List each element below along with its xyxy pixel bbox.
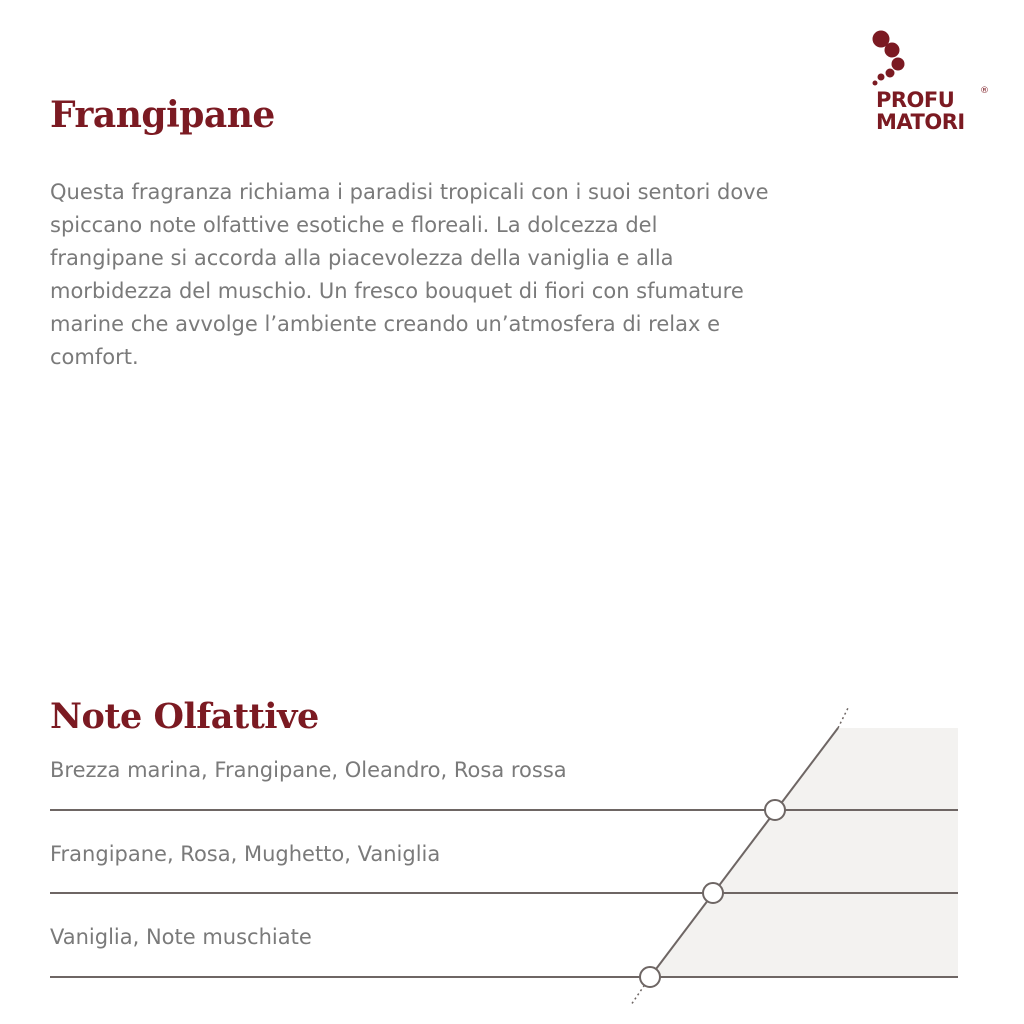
marker-heart xyxy=(703,883,723,903)
pyramid-panel xyxy=(650,728,958,977)
notes-section-title: Note Olfattive xyxy=(50,696,319,737)
base-notes-text: Vaniglia, Note muschiate xyxy=(50,925,312,949)
pyramid-diagonal-dotted-top xyxy=(838,708,848,728)
logo-text-line1: PROFU xyxy=(876,88,955,112)
registered-mark: ® xyxy=(980,86,989,96)
marker-base xyxy=(640,967,660,987)
logo-text-line2: MATORI xyxy=(876,110,965,134)
top-notes-text: Brezza marina, Frangipane, Oleandro, Rosa rossa xyxy=(50,758,567,782)
product-description: Questa fragranza richiama i paradisi tropicali con i suoi sentori dove spiccano note olfattive esotiche e floreali. La dolcezza del frangipane si accorda alla piacevolezza della vaniglia e alla morbidezza del muschio. Un fresco bouquet di fiori con sfumature marine che avvolge l’ambiente creando un’atmosfera di relax e comfort. xyxy=(50,180,769,369)
marker-top xyxy=(765,800,785,820)
heart-notes-text: Frangipane, Rosa, Mughetto, Vaniglia xyxy=(50,842,441,866)
product-title: Frangipane xyxy=(50,94,275,136)
